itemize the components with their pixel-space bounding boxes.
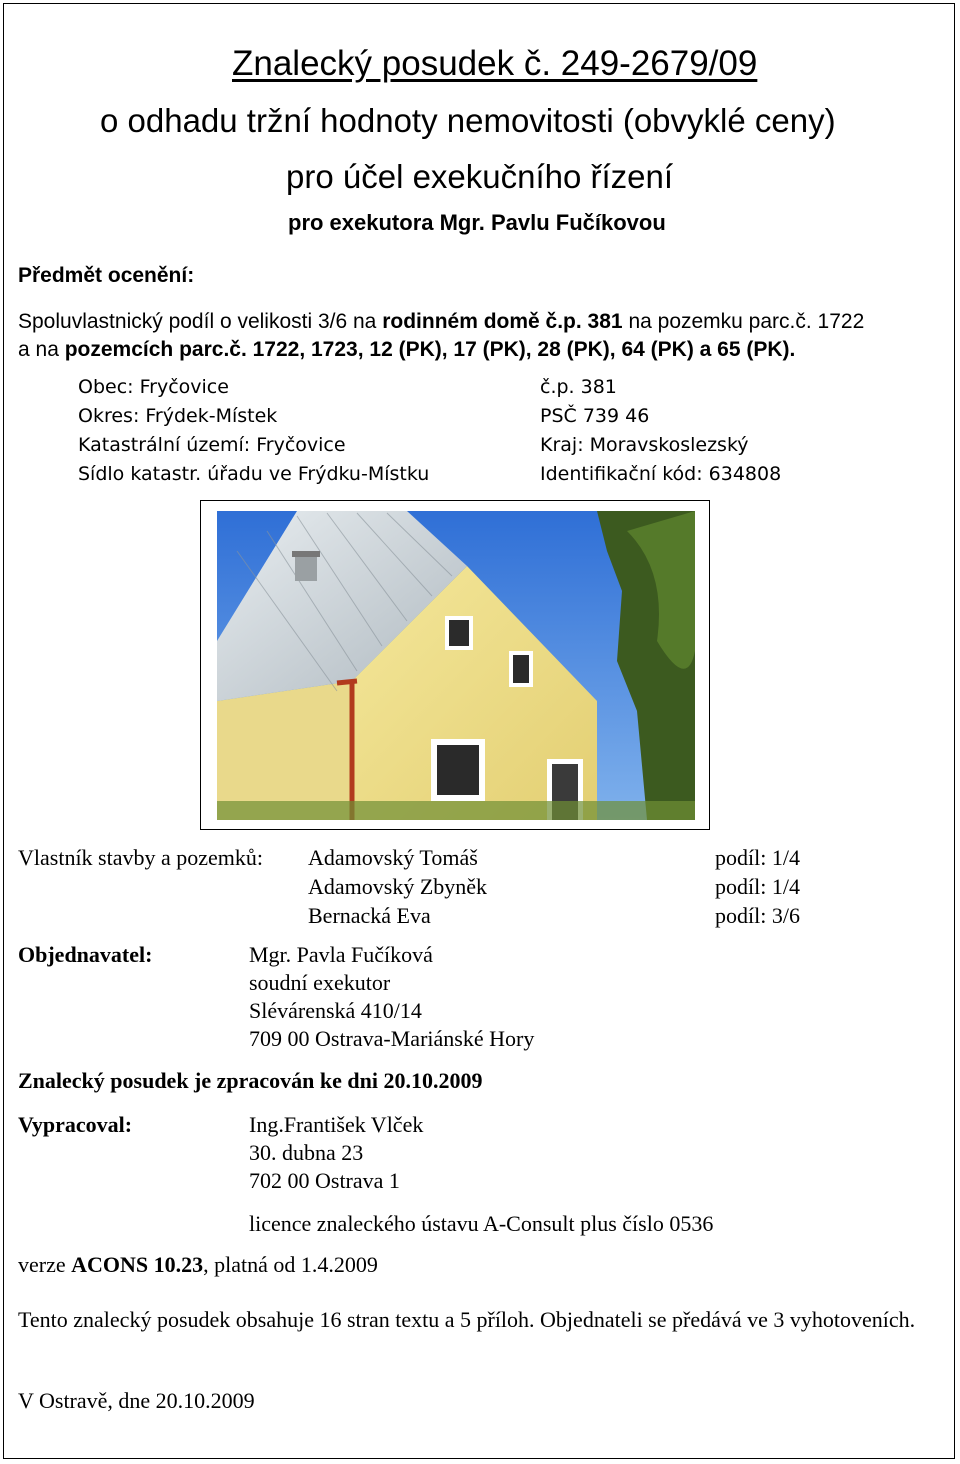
subject-text-2: a na (18, 338, 65, 361)
owner-name: Adamovský Zbyněk (308, 874, 488, 899)
location-sidlo: Sídlo katastr. úřadu ve Frýdku-Místku (78, 463, 430, 485)
subject-house: rodinném domě č.p. 381 (382, 310, 623, 333)
client-street: Slévárenská 410/14 (249, 998, 422, 1023)
author-licence: licence znaleckého ústavu A-Consult plus číslo 0536 (249, 1211, 714, 1236)
location-katastr: Katastrální území: Fryčovice (78, 434, 346, 456)
subject-text: Spoluvlastnický podíl o velikosti 3/6 na (18, 310, 383, 333)
owners-label: Vlastník stavby a pozemků: (18, 845, 264, 870)
client-name: Mgr. Pavla Fučíková (249, 942, 433, 967)
owner-name: Bernacká Eva (308, 903, 431, 928)
version-name: ACONS 10.23 (71, 1252, 204, 1277)
house-photo-image (217, 511, 695, 820)
author-street: 30. dubna 23 (249, 1140, 364, 1165)
version-prefix: verze (18, 1252, 72, 1277)
subject-line-1 (18, 310, 864, 334)
location-kraj: Kraj: Moravskoslezský (540, 434, 749, 456)
author-city: 702 00 Ostrava 1 (249, 1168, 400, 1193)
location-obec: Obec: Fryčovice (78, 376, 229, 398)
document-note: Tento znalecký posudek obsahuje 16 stran textu a 5 příloh. Objednateli se předává ve 3 vyhotoveních. (18, 1307, 916, 1332)
document-title: Znalecký posudek č. 249-2679/09 (232, 44, 758, 83)
house-photo (200, 500, 710, 830)
owner-share: podíl: 1/4 (715, 874, 800, 899)
title-recipient: pro exekutora Mgr. Pavlu Fučíkovou (288, 210, 666, 235)
subject-parcel: na pozemku parc.č. 1722 (622, 310, 865, 333)
title-purpose: pro účel exekučního řízení (286, 158, 674, 195)
location-psc: PSČ 739 46 (540, 405, 650, 427)
version-valid: , platná od 1.4.2009 (203, 1252, 378, 1277)
author-name: Ing.František Vlček (249, 1112, 424, 1137)
subject-label: Předmět ocenění: (18, 264, 195, 287)
subject-parcels: pozemcích parc.č. 1722, 1723, 12 (PK), 17 (PK), 28 (PK), 64 (PK) a 65 (PK). (64, 338, 796, 361)
place-date: V Ostravě, dne 20.10.2009 (18, 1388, 255, 1413)
subject-line-2 (18, 338, 795, 362)
owner-share: podíl: 1/4 (715, 845, 800, 870)
location-okres: Okres: Frýdek-Místek (78, 405, 278, 427)
client-label: Objednavatel: (18, 942, 153, 967)
location-cp: č.p. 381 (540, 376, 617, 398)
client-role: soudní exekutor (249, 970, 391, 995)
location-kod: Identifikační kód: 634808 (540, 463, 782, 485)
client-city: 709 00 Ostrava-Mariánské Hory (249, 1026, 535, 1051)
version-line (18, 1252, 378, 1278)
author-label: Vypracoval: (18, 1112, 133, 1137)
owner-name: Adamovský Tomáš (308, 845, 478, 870)
title-subline: o odhadu tržní hodnoty nemovitosti (obvyklé ceny) (100, 102, 836, 139)
date-line: Znalecký posudek je zpracován ke dni 20.10.2009 (18, 1068, 483, 1093)
owner-share: podíl: 3/6 (715, 903, 800, 928)
